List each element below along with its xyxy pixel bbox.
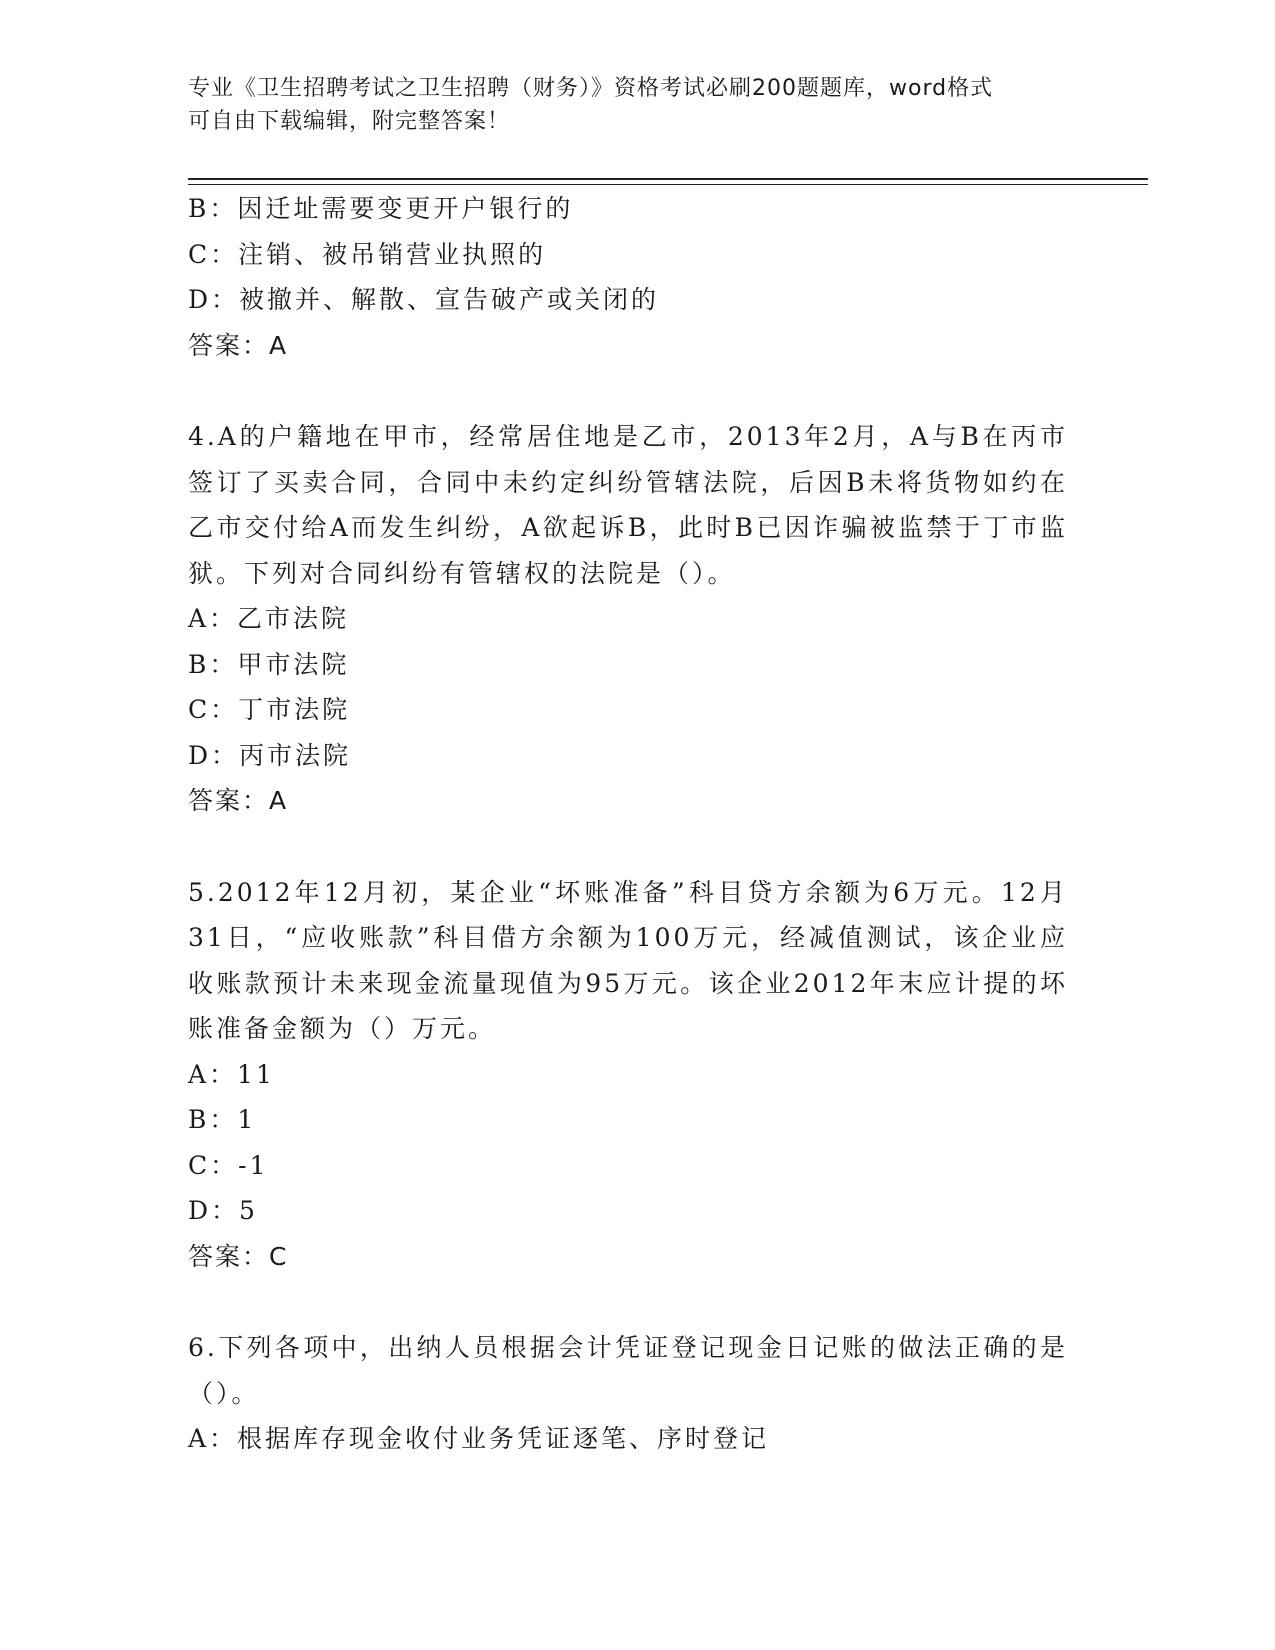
spacer [188,368,1088,414]
question-text: 4.A的户籍地在甲市，经常居住地是乙市，2013年2月，A与B在丙市签订了买卖合同，合同中未约定纠纷管辖法院，后因B未将货物如约在乙市交付给A而发生纠纷，A欲起诉B，此时B已因诈骗被监禁于丁市监狱。下列对合同纠纷有管辖权的法院是（）。 [188,422,1068,588]
option-b: B：因迁址需要变更开户银行的 [188,194,574,223]
option-d: D：5 [188,1196,258,1225]
answer-line: 答案：A [188,786,289,815]
option-b: B：1 [188,1105,257,1134]
spacer [188,824,1088,870]
option-c: C：丁市法院 [188,695,351,724]
option-a: A：根据库存现金收付业务凭证逐笔、序时登记 [188,1424,770,1453]
option-d: D：丙市法院 [188,740,352,770]
document-body [188,186,1088,1462]
document-header [188,72,1088,138]
question-6 [188,1325,1088,1462]
header-line-1: 专业《卫生招聘考试之卫生招聘（财务）》资格考试必刷200题题库，word格式 [188,76,994,101]
option-c: C：-1 [188,1150,269,1180]
question-text: 6.下列各项中，出纳人员根据会计凭证登记现金日记账的做法正确的是（）。 [188,1333,1068,1408]
option-c: C：注销、被吊销营业执照的 [188,239,547,269]
header-line-2: 可自由下载编辑，附完整答案！ [188,109,511,134]
question-5 [188,870,1088,1280]
answer-line: 答案：A [188,330,289,360]
spacer [188,1279,1088,1325]
option-a: A：11 [188,1059,275,1089]
option-b: B：甲市法院 [188,649,350,679]
answer-line: 答案：C [188,1241,289,1271]
question-text: 5.2012年12月初，某企业“坏账准备”科目贷方余额为6万元。12月31日，“应收账款”科目借方余额为100万元，经减值测试，该企业应收账款预计未来现金流量现值为95万元。该企业2012年末应计提的坏账准备金额为（）万元。 [188,877,1068,1043]
header-divider-thick [188,178,1148,180]
header-divider-thin [188,184,1148,185]
question-3-tail [188,186,1088,368]
option-d: D：被撤并、解散、宣告破产或关闭的 [188,285,660,314]
question-4 [188,414,1088,824]
option-a: A：乙市法院 [188,604,350,633]
